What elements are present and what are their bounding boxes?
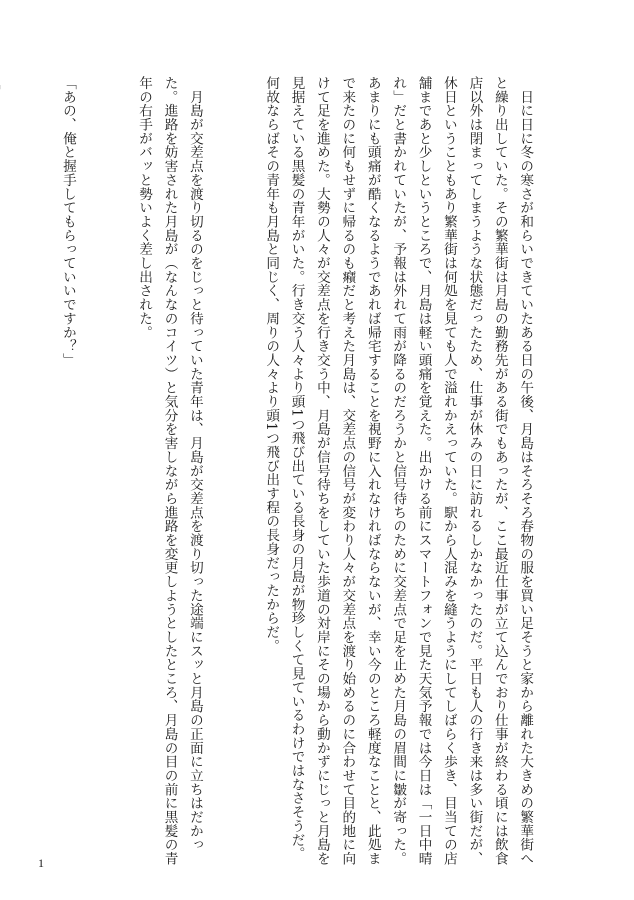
dialogue-line: 「あの、俺と握手してもらっていいですか？」 [59, 76, 76, 367]
vertical-text-body [0, 76, 588, 866]
dialogue-line [0, 76, 4, 866]
page-number: 1 [38, 856, 44, 870]
paragraph-opening: 日に日に冬の寒さが和らいできていたある日の午後、月島はそろそろ春物の服を買い足そうと家から離れた大きめの繁華街へと繰り出していた。その繁華街は月島の勤務先がある街でもあったが、ここ最近仕事が立て込んでおり仕事が終わる頃には飲食店以外は閉まってしまうような状態だったため、仕事が休みの日に訪れるしかなかったのだ。平日も人の行き来は多い街だが、休日ということもあり繁華街は何処を見ても人で溢れかえっていた。駅から人混みを縫うようにしてしばらく歩き、目当ての店舗まであと少しというところで、月島は軽い頭痛を覚えた。出かける前にスマートフォンで見た天気予報では今日は「一日中晴れ」だと書かれていたが、予報は外れて雨が降るのだろうかと信号待ちのために交差点で足を止めた月島の眉間に皺が寄った。あまりにも頭痛が酷くなるようであれば帰宅することを視野に入れなければならないが、幸い今のところ軽度なことと、此処まで来たのに何もせずに帰るのも癪だと考えた月島は、交差点の信号が変わり人々が交差点を渡り始めるのに合わせて目的地に向けて足を進めた。大勢の人々が交差点を行き交う中、月島が信号待ちをしていた歩道の対岸にその場から動かずにじっと月島を見据えている黒髪の青年がいた。行き交う人々より頭1つ飛び出ている長身の月島が物珍しくて見ているわけではなさそうだ。何故ならばその青年も月島と同じく、周りの人々より頭1つ飛び出す程の長身だったからだ。 [263, 76, 534, 866]
paragraph-crossing: 月島が交差点を渡り切るのをじっと待っていた青年は、月島が交差点を渡り切った途端にスッと月島の正面に立ちはだかった。進路を妨害された月島が（なんなのコイツ）と気分を害しながら進路を変更しようとしたところ、月島の目の前に黒髪の青年の右手がバッと勢いよく差し出された。 [136, 76, 203, 866]
